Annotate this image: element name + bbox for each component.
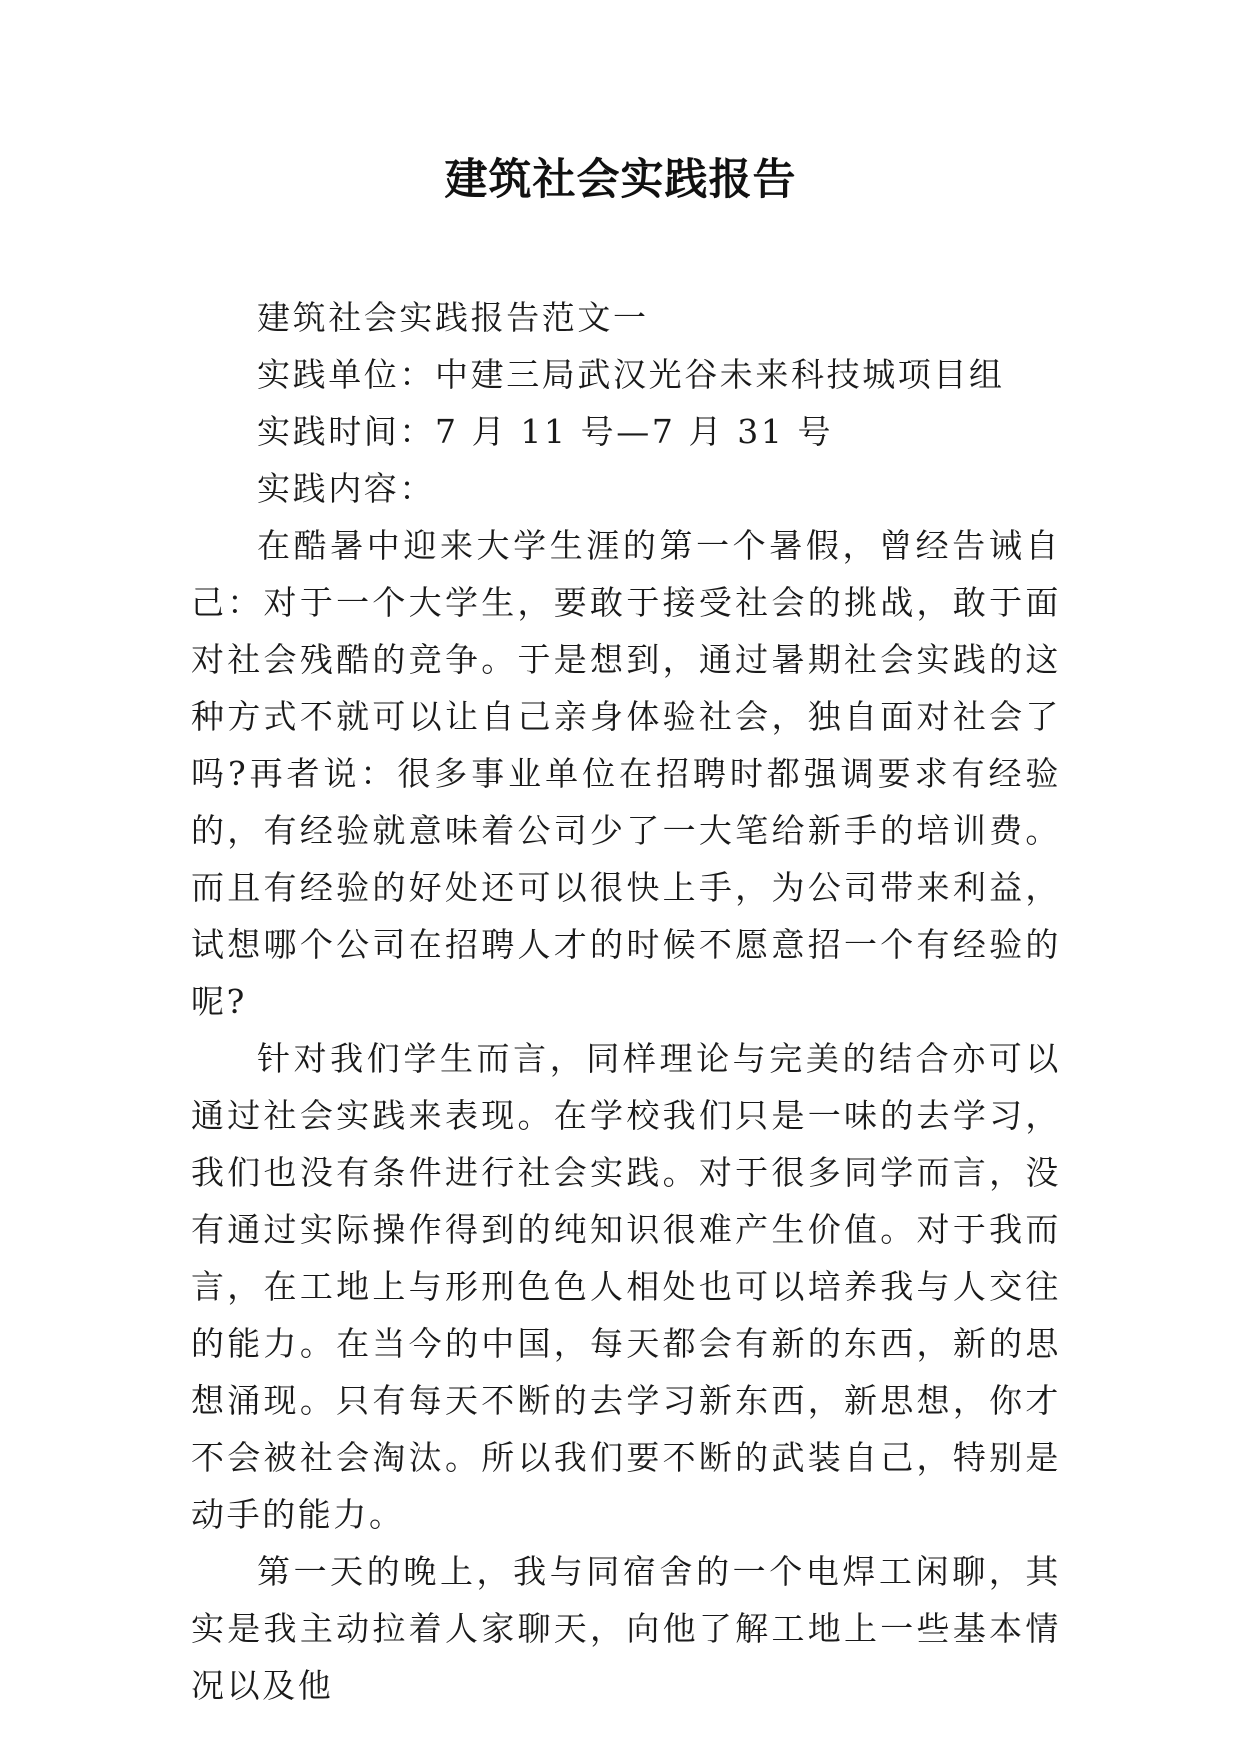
practice-content-label: 实践内容： <box>257 469 435 508</box>
body-paragraph: 针对我们学生而言，同样理论与完美的结合亦可以通过社会实践来表现。在学校我们只是一味的去学习，我们也没有条件进行社会实践。对于很多同学而言，没有通过实际操作得到的纯知识很难产生价值。对于我而言，在工地上与形刑色色人相处也可以培养我与人交往的能力。在当今的中国，每天都会有新的东西，新的思想涌现。只有每天不断的去学习新东西，新思想，你才不会被社会淘汰。所以我们要不断的武装自己，特别是动手的能力。 <box>191 1039 1061 1534</box>
document-body <box>191 289 1061 1714</box>
practice-unit: 实践单位：中建三局武汉光谷未来科技城项目组 <box>257 355 1005 394</box>
practice-time: 实践时间：7 月 11 号—7 月 31 号 <box>257 412 834 451</box>
report-subtitle: 建筑社会实践报告范文一 <box>257 298 649 337</box>
body-paragraph: 第一天的晚上，我与同宿舍的一个电焊工闲聊，其实是我主动拉着人家聊天，向他了解工地上一些基本情况以及他 <box>191 1552 1061 1705</box>
body-paragraph: 在酷暑中迎来大学生涯的第一个暑假，曾经告诫自己：对于一个大学生，要敢于接受社会的挑战，敢于面对社会残酷的竞争。于是想到，通过暑期社会实践的这种方式不就可以让自己亲身体验社会，独自面对社会了吗?再者说：很多事业单位在招聘时都强调要求有经验的，有经验就意味着公司少了一大笔给新手的培训费。而且有经验的好处还可以很快上手，为公司带来利益，试想哪个公司在招聘人才的时候不愿意招一个有经验的呢? <box>191 526 1061 1021</box>
document-title: 建筑社会实践报告 <box>444 155 797 205</box>
